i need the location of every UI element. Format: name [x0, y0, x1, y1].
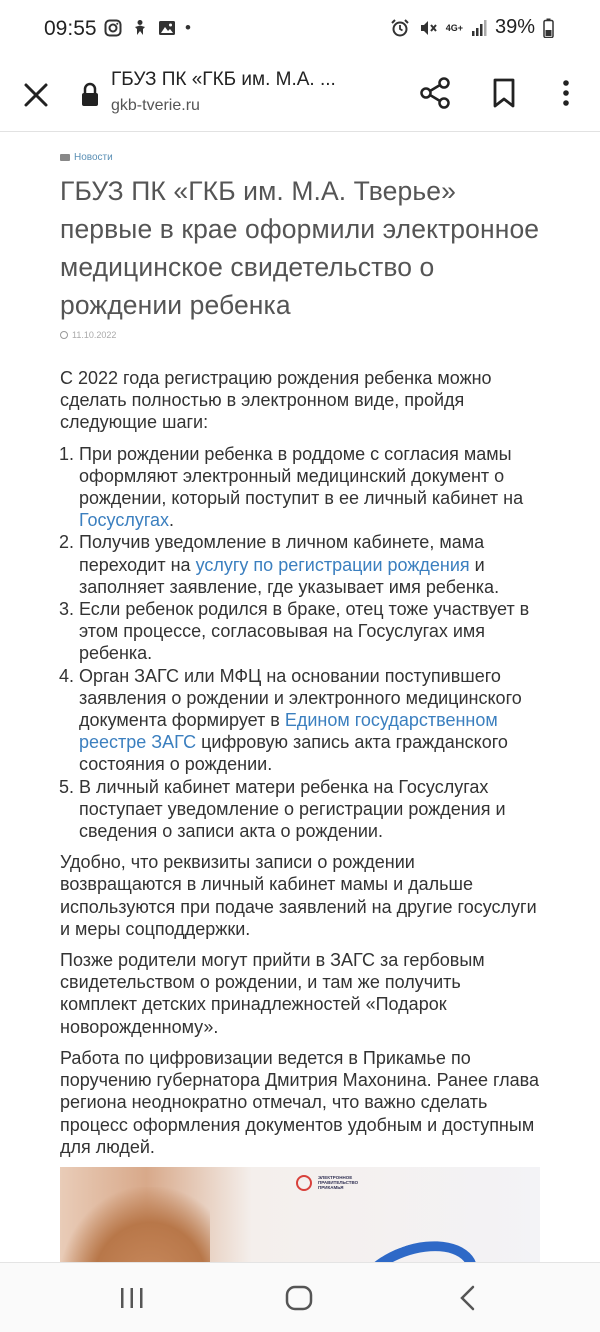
close-icon[interactable] [20, 79, 52, 111]
article-banner-image [60, 1167, 540, 1262]
birth-registration-service-link[interactable]: услугу по регистрации рождения [195, 554, 470, 575]
breadcrumb[interactable] [60, 152, 540, 163]
notification-icons [104, 18, 191, 38]
folder-icon [60, 154, 70, 161]
more-options-icon[interactable] [556, 76, 576, 110]
step-text-end: цифровую запись акта гражданского состояния о рождении. [79, 732, 508, 775]
step-text: При рождении ребенка в роддоме с согласия мамы оформляют электронный медицинский документ о рождении, который поступит в ее личный кабинет на [79, 443, 524, 509]
instagram-icon [104, 19, 122, 37]
body-paragraph: Удобно, что реквизиты записи о рождении возвращаются в личный кабинет мамы и дальше используются при подаче заявлений на другие госуслуги и меры соцподдержки. [60, 852, 537, 939]
status-bar [0, 0, 600, 60]
page-domain[interactable]: gkb-tverie.ru [111, 97, 200, 114]
lock-icon [81, 82, 99, 108]
battery-percent: 39% [494, 16, 535, 38]
gallery-icon [158, 19, 176, 37]
step-item [79, 531, 540, 598]
battery-icon [543, 18, 554, 38]
more-notifications-dot-icon: • [185, 18, 191, 37]
article-date [60, 330, 540, 340]
page-title[interactable]: ГБУЗ ПК «ГКБ им. М.А. ... [111, 69, 336, 90]
step-text-end: и заполняет заявление, где указывает имя ребенка. [79, 554, 500, 597]
clock-icon [60, 331, 68, 339]
zags-registry-link[interactable]: Едином государственном реестре ЗАГС [79, 710, 498, 753]
banner-decor-arc [340, 1225, 490, 1262]
banner-photo [60, 1187, 210, 1262]
step-text: Получив уведомление в личном кабинете, мама переходит на [79, 532, 485, 575]
banner-logo-icon [296, 1175, 312, 1191]
mute-icon [418, 18, 438, 38]
article-date-text: 11.10.2022 [72, 330, 117, 340]
recent-apps-icon[interactable] [119, 1287, 145, 1309]
steps-list [60, 443, 540, 843]
banner-logo-text: ЭЛЕКТРОННОЕ ПРАВИТЕЛЬСТВО ПРИКАМЬЯ [318, 1174, 359, 1190]
step-item [79, 443, 540, 532]
bookmark-icon[interactable] [490, 77, 518, 109]
body-paragraph: Позже родители могут прийти в ЗАГС за гербовым свидетельством о рождении, и там же получить комплект детских принадлежностей «Подарок новорожденному». [60, 950, 485, 1037]
article-headline: ГБУЗ ПК «ГКБ им. М.А. Тверье» первые в крае оформили электронное медицинское свидетельство о рождении ребенка [60, 176, 540, 320]
intro-paragraph: С 2022 года регистрацию рождения ребенка можно сделать полностью в электронном виде, пройдя следующие шаги: [60, 368, 492, 433]
status-time: 09:55 [44, 17, 97, 40]
step-text: Если ребенок родился в браке, отец тоже участвует в этом процессе, согласовывая на Госуслугах имя ребенка. [79, 599, 530, 664]
step-item [79, 776, 540, 843]
article-body [60, 367, 540, 1158]
back-icon[interactable] [458, 1285, 476, 1311]
step-text-end: . [169, 510, 175, 531]
accessibility-icon [131, 19, 149, 37]
body-paragraph: Работа по цифровизации ведется в Прикамье по поручению губернатора Дмитрия Махонина. Ранее глава региона неоднократно отмечал, что важно сделать процесс оформления документов удобным и доступным для людей. [60, 1047, 540, 1157]
signal-icon [471, 19, 487, 37]
gosuslugi-link[interactable]: Госуслугах [79, 510, 170, 531]
step-item [79, 665, 540, 776]
browser-toolbar [0, 60, 600, 132]
alarm-icon [390, 18, 410, 38]
article-content [0, 132, 600, 1262]
share-icon[interactable] [418, 76, 452, 110]
breadcrumb-category[interactable]: Новости [74, 152, 113, 163]
system-icons [390, 16, 554, 39]
step-text: В личный кабинет матери ребенка на Госуслугах поступает уведомление о регистрации рождения и сведения о записи акта о рождении. [79, 776, 506, 842]
step-item [79, 598, 540, 665]
home-icon[interactable] [285, 1285, 313, 1311]
step-text: Орган ЗАГС или МФЦ на основании поступившего заявления о рождении и электронного медицинского документа формирует в [79, 665, 522, 731]
network-type: 4G+ [445, 22, 463, 33]
system-navigation-bar [0, 1262, 600, 1332]
